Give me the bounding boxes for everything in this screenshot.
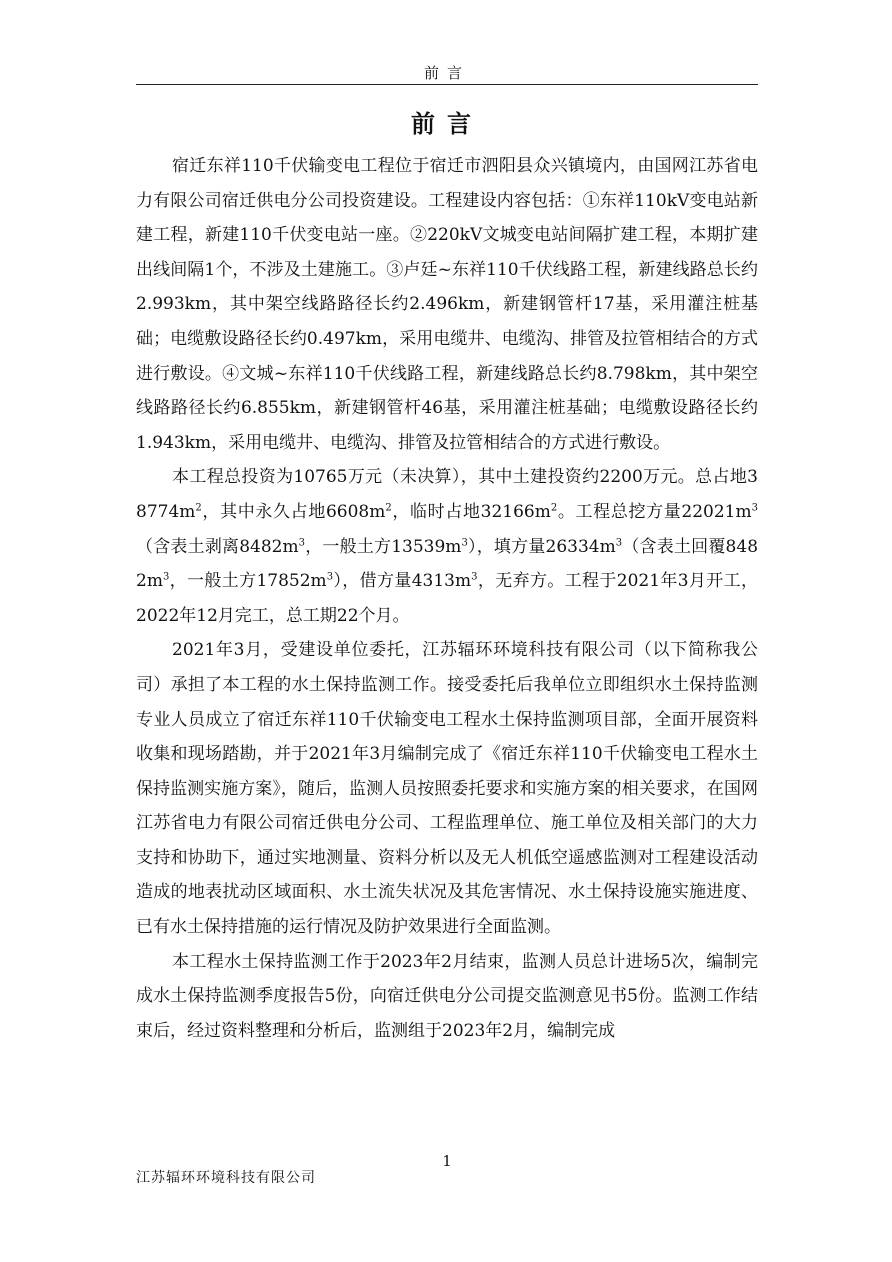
text-run: ），借方量4313m — [333, 571, 472, 592]
text-run: （含表土剥离8482m — [136, 536, 299, 557]
superscript: 3 — [751, 502, 758, 514]
text-run: （含表土回覆8482m — [136, 536, 759, 592]
text-run: ，临时占地32166m — [391, 501, 551, 522]
superscript: 3 — [471, 571, 478, 583]
running-header: 前言 — [423, 64, 470, 82]
paragraph-project-overview: 宿迁东祥110千伏输变电工程位于宿迁市泗阳县众兴镇境内，由国网江苏省电力有限公司宿迁供电分公司投资建设。工程建设内容包括：①东祥110kV变电站新建工程，新建110千伏变电站一座。②220kV文城变电站间隔扩建工程，本期扩建出线间隔1个，不涉及土建施工。③卢廷~东祥110千伏线路工程，新建线路总长约2.993km，其中架空线路路径长约2.496km，新建钢管杆17基，采用灌注桩基础；电缆敷设路径长约0.497km，采用电缆井、电缆沟、排管及拉管相结合的方式进行敷设。④文城~东祥110千伏线路工程，新建线路总长约8.798km，其中架空线路路径长约6.855km，新建钢管杆46基，采用灌注桩基础；电缆敷设路径长约1.943km，采用电缆井、电缆沟、排管及拉管相结合的方式进行敷设。 — [136, 156, 758, 453]
text-run: ，一般土方13539m — [305, 536, 462, 557]
superscript: 3 — [461, 536, 468, 548]
page-title: 前言 — [411, 109, 483, 138]
superscript: 3 — [326, 571, 334, 583]
text-run: ，其中永久占地6608m — [201, 501, 386, 522]
superscript: 2 — [385, 502, 392, 514]
text-run: ，无弃方。工程于2021年3月开工，2022年12月完工，总工期22个月。 — [136, 571, 758, 626]
page-number: 1 — [442, 1152, 452, 1170]
text-run: 本工程总投资为10765万元（未决算），其中土建投资约2200万元。总占地38774m — [136, 467, 758, 522]
superscript: 3 — [162, 571, 170, 583]
paragraph-investment-earthwork — [136, 460, 758, 633]
superscript: 2 — [195, 502, 202, 514]
text-run: ），填方量26334m — [467, 536, 616, 557]
body-text — [136, 149, 758, 1048]
paragraph-monitoring-completion: 本工程水土保持监测工作于2023年2月结束，监测人员总计进场5次，编制完成水土保持监测季度报告5份，向宿迁供电分公司提交监测意见书5份。监测工作结束后，经过资料整理和分析后，监测组于2023年2月，编制完成 — [136, 951, 758, 1041]
text-run: ，一般土方17852m — [169, 571, 327, 592]
superscript: 3 — [615, 536, 623, 548]
paragraph-monitoring-commission: 2021年3月，受建设单位委托，江苏辐环环境科技有限公司（以下简称我公司）承担了本工程的水土保持监测工作。接受委托后我单位立即组织水土保持监测专业人员成立了宿迁东祥110千伏输变电工程水土保持监测项目部，全面开展资料收集和现场踏勘，并于2021年3月编制完成了《宿迁东祥110千伏输变电工程水土保持监测实施方案》，随后，监测人员按照委托要求和实施方案的相关要求，在国网江苏省电力有限公司宿迁供电分公司、工程监理单位、施工单位及相关部门的大力支持和协助下，通过实地测量、资料分析以及无人机低空遥感监测对工程建设活动造成的地表扰动区域面积、水土流失状况及其危害情况、水土保持设施实施进度、已有水土保持措施的运行情况及防护效果进行全面监测。 — [136, 640, 758, 938]
footer-company-name: 江苏辐环环境科技有限公司 — [136, 1170, 316, 1186]
superscript: 2 — [550, 502, 558, 514]
superscript: 3 — [298, 536, 305, 548]
text-run: 。工程总挖方量22021m — [557, 501, 752, 522]
header-rule — [136, 84, 758, 85]
